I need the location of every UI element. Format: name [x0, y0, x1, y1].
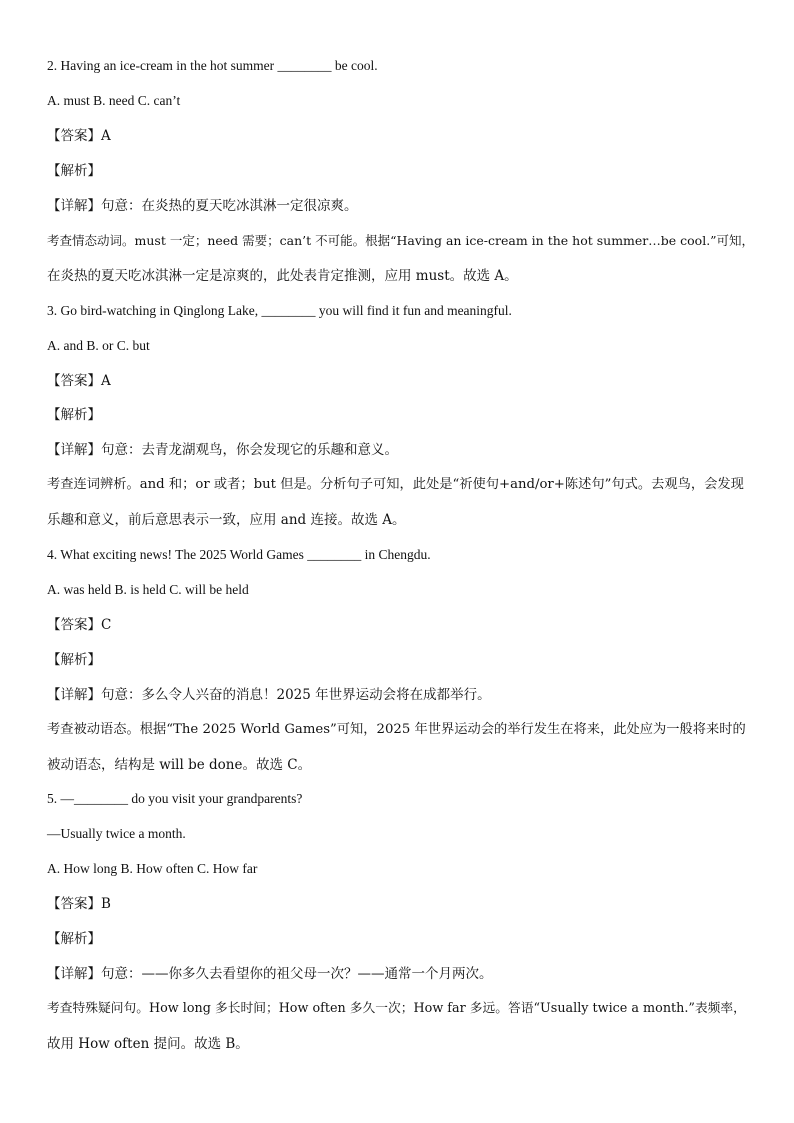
question-2-analysis-heading: 【解析】	[47, 163, 101, 179]
question-4-stem: 4. What exciting news! The 2025 World Games ________ in Chengdu.	[47, 547, 431, 562]
question-2-explanation-line-1: 考查情态动词。must 一定；need 需要；can’t 不可能。根据“Having an ice-cream in the hot summer…be cool.”可知，	[47, 233, 755, 248]
question-2-stem: 2. Having an ice-cream in the hot summer ________ be cool.	[47, 58, 378, 73]
question-3-answer: 【答案】A	[47, 373, 111, 389]
question-5-detail: 【详解】句意：——你多久去看望你的祖父母一次？——通常一个月两次。	[47, 966, 493, 982]
question-2-detail: 【详解】句意：在炎热的夏天吃冰淇淋一定很凉爽。	[47, 198, 358, 214]
question-4-analysis-heading: 【解析】	[47, 652, 101, 668]
question-3-stem: 3. Go bird-watching in Qinglong Lake, ________ you will find it fun and meaningful.	[47, 303, 512, 318]
question-3-detail: 【详解】句意：去青龙湖观鸟，你会发现它的乐趣和意义。	[47, 442, 398, 458]
question-5-answer: 【答案】B	[47, 896, 111, 912]
question-3-explanation-line-1: 考查连词辨析。and 和；or 或者；but 但是。分析句子可知，此处是“祈使句+and/or+陈述句”句式。去观鸟，会发现	[47, 477, 744, 492]
question-5-explanation-line-1: 考查特殊疑问句。How long 多长时间；How often 多久一次；How far 多远。答语“Usually twice a month.”表频率，	[47, 1001, 746, 1016]
question-4-options: A. was held B. is held C. will be held	[47, 582, 249, 597]
question-3-options: A. and B. or C. but	[47, 338, 150, 353]
question-4-explanation-line-1: 考查被动语态。根据“The 2025 World Games”可知，2025 年世界运动会的举行发生在将来，此处应为一般将来时的	[47, 722, 746, 737]
question-3-analysis-heading: 【解析】	[47, 407, 101, 423]
question-5-stem: 5. —________ do you visit your grandparents?	[47, 791, 303, 806]
question-4-explanation-line-2: 被动语态，结构是 will be done。故选 C。	[47, 757, 312, 773]
question-3-explanation-line-2: 乐趣和意义，前后意思表示一致，应用 and 连接。故选 A。	[47, 512, 406, 528]
question-5-options: A. How long B. How often C. How far	[47, 861, 258, 876]
question-2-answer: 【答案】A	[47, 128, 111, 144]
question-4-answer: 【答案】C	[47, 617, 112, 633]
question-4-detail: 【详解】句意：多么令人兴奋的消息！2025 年世界运动会将在成都举行。	[47, 687, 491, 703]
question-2-options: A. must B. need C. can’t	[47, 93, 181, 108]
question-2-explanation-line-2: 在炎热的夏天吃冰淇淋一定是凉爽的，此处表肯定推测，应用 must。故选 A。	[47, 268, 518, 284]
question-5-explanation-line-2: 故用 How often 提问。故选 B。	[47, 1036, 249, 1052]
question-5-reply: —Usually twice a month.	[47, 826, 186, 841]
question-5-analysis-heading: 【解析】	[47, 931, 101, 947]
